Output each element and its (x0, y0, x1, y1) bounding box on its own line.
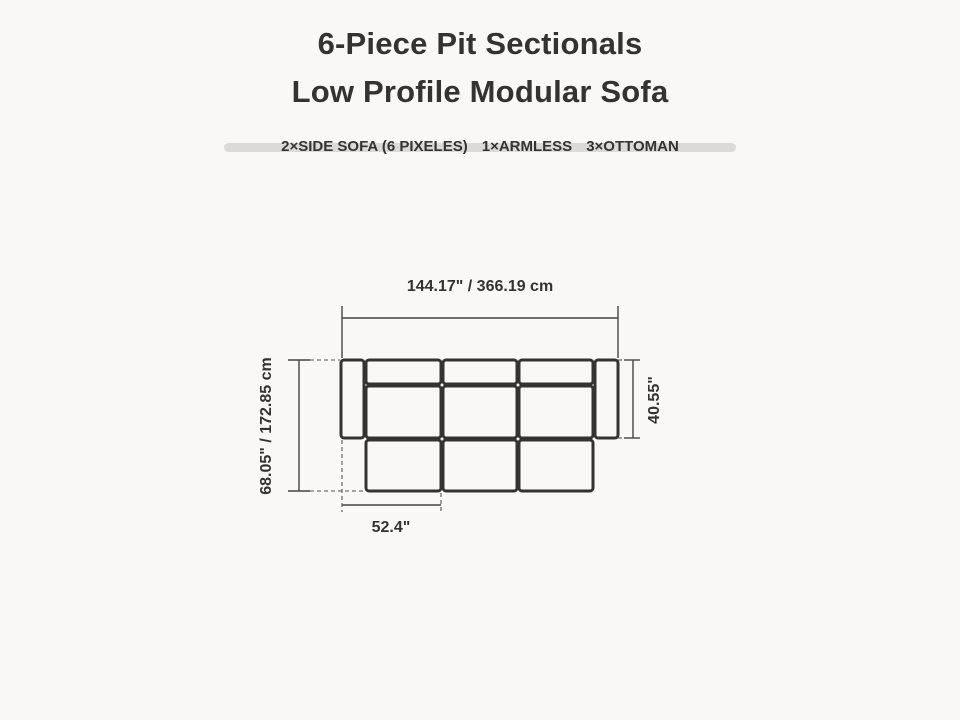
ottoman-middle (443, 440, 517, 491)
spec-armless: 1×ARMLESS (481, 138, 573, 155)
title-line-2: Low Profile Modular Sofa (291, 74, 669, 109)
sofa-depth-label: 40.55" (646, 376, 663, 424)
left-arm (341, 360, 364, 438)
total-width-label: 144.17" / 366.19 cm (406, 278, 554, 295)
total-depth-label: 68.05" / 172.85 cm (258, 357, 275, 495)
seat-middle (443, 386, 517, 438)
right-arm (595, 360, 618, 438)
backrest-middle (443, 360, 517, 384)
ottoman-left (366, 440, 441, 491)
sofa-top-view (341, 360, 618, 491)
spec-side-sofa: 2×SIDE SOFA (6 PIXELES) (281, 138, 468, 155)
ottoman-right (519, 440, 593, 491)
seat-right (519, 386, 593, 438)
ottoman-width-label: 52.4" (371, 519, 411, 536)
seat-left (366, 386, 441, 438)
spec-ottoman: 3×OTTOMAN (586, 138, 679, 155)
backrest-left (366, 360, 441, 384)
backrest-right (519, 360, 593, 384)
title-line-1: 6-Piece Pit Sectionals (317, 26, 643, 61)
